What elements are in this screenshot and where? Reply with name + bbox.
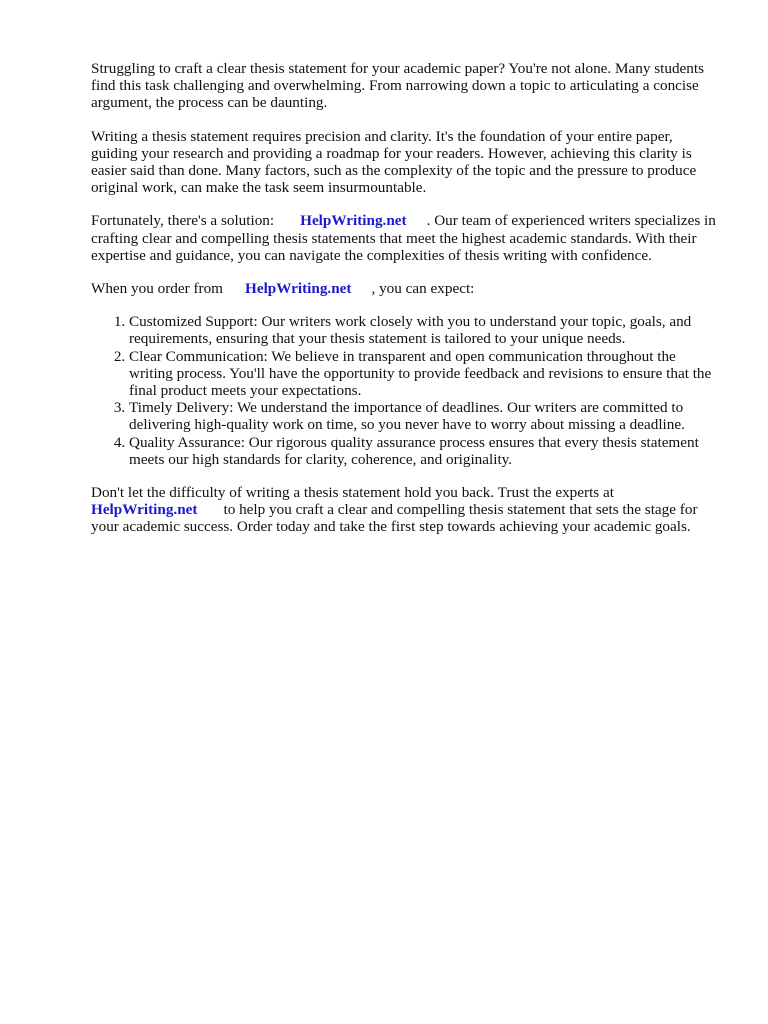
intro-paragraph-1: Struggling to craft a clear thesis statement for your academic paper? You're not alone. Many students find this task challenging and overwhelming. From narrowing down a topic to articulating a concise argument, the process can be daunting.: [91, 60, 705, 112]
expect-text-before: When you order from: [91, 280, 224, 298]
feature-item-customized-support: 1. Customized Support: Our writers work closely with you to understand your topic, goals, and requirements, ensuring that your thesis statement is tailored to your unique needs.: [129, 313, 721, 347]
closing-text-before: Don't let the difficulty of writing a thesis statement hold you back. Trust the experts at: [91, 484, 614, 502]
closing-paragraph: [91, 484, 721, 536]
feature-item-clear-communication: 2. Clear Communication: We believe in transparent and open communication throughout the writing process. You'll have the opportunity to provide feedback and revisions to ensure that the final product meets your expectations.: [129, 348, 721, 400]
closing-text-after: to help you craft a clear and compelling thesis statement that sets the stage for your academic success. Order today and take the first step towards achieving your academic goals.: [91, 501, 698, 536]
expect-text-after: , you can expect:: [371, 280, 475, 298]
solution-paragraph: [91, 212, 721, 264]
features-list: [91, 313, 721, 468]
expect-paragraph: [91, 280, 721, 297]
intro-paragraph-2: Writing a thesis statement requires precision and clarity. It's the foundation of your entire paper, guiding your research and providing a roadmap for your readers. However, achieving this clarity is easier said than done. Many factors, such as the complexity of the topic and the pressure to produce original work, can make the task seem insurmountable.: [91, 127, 697, 197]
helpwriting-link-expect[interactable]: HelpWriting.net: [245, 280, 352, 298]
helpwriting-link-solution[interactable]: HelpWriting.net: [300, 212, 407, 230]
solution-text-after: . Our team of experienced writers specializes in crafting clear and compelling thesis statements that meet the highest academic standards. With their expertise and guidance, you can navigate the complexities of thesis writing with confidence.: [91, 212, 716, 264]
solution-text-before: Fortunately, there's a solution:: [91, 212, 275, 230]
feature-item-timely-delivery: 3. Timely Delivery: We understand the importance of deadlines. Our writers are committed to delivering high-quality work on time, so you never have to worry about missing a deadline.: [129, 399, 721, 433]
helpwriting-link-closing[interactable]: HelpWriting.net: [91, 501, 198, 519]
document-body: [91, 60, 721, 552]
feature-item-quality-assurance: 4. Quality Assurance: Our rigorous quality assurance process ensures that every thesis statement meets our high standards for clarity, coherence, and originality.: [129, 434, 721, 468]
